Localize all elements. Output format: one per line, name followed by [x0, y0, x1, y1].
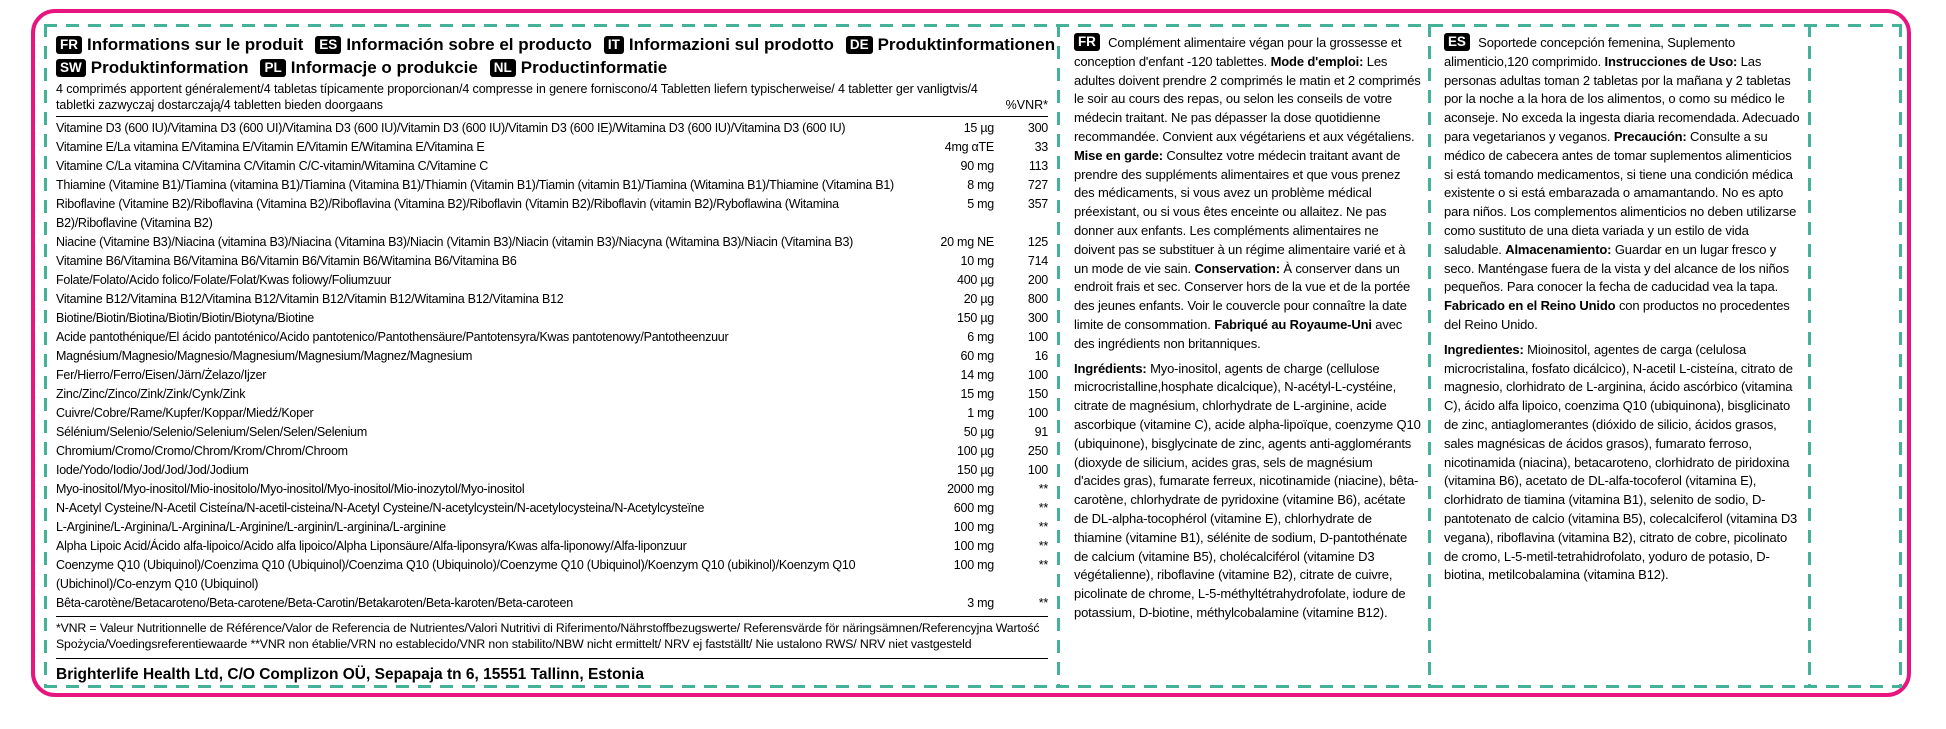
- french-info-column: [1074, 33, 1422, 623]
- nutrient-name: Myo-inositol/Myo-inositol/Mio-inositolo/Myo-inositol/Myo-inositol/Mio-inozytol/Myo-inositol: [56, 482, 525, 496]
- header-title-text: Informacje o produkcie: [290, 58, 478, 77]
- paragraph-text: Conservation:: [1194, 260, 1280, 276]
- language-badge: NL: [490, 59, 516, 77]
- nutrient-amount: 3 mg: [967, 596, 994, 610]
- nutrient-vnr-percent: 100: [1027, 368, 1048, 382]
- nutrient-name: Iode/Yodo/Iodio/Jod/Jod/Jod/Jodium: [56, 463, 249, 477]
- nutrient-vnr-percent: 727: [1027, 178, 1048, 192]
- nutrient-vnr-percent: 714: [1027, 254, 1048, 268]
- nutrient-amount: 50 µg: [963, 425, 994, 439]
- nutrient-amount: 2000 mg: [947, 482, 994, 496]
- nutrient-name: N-Acetyl Cysteine/N-Acetil Cisteína/N-acetil-cisteina/N-Acetyl Cysteine/N-acetylcystein/N-acetylocysteina/N-Acetylcysteïne: [56, 501, 705, 515]
- nutrient-vnr-percent: 33: [1034, 140, 1048, 154]
- nutrient-name: Vitamine D3 (600 IU)/Vitamina D3 (600 UI)/Vitamina D3 (600 IU)/Vitamin D3 (600 IU)/Vitamin D3 (600 IE)/Witamina D3 (600 IU)/Vitamina D3 (600 IU): [56, 121, 846, 135]
- nutrient-name: Riboflavine (Vitamine B2)/Riboflavina (Vitamina B2)/Riboflavina (Vitamina B2)/Riboflavin (Vitamin B2)/Riboflavin (vitamin B2)/Ryboflawina (Witamina B2)/Riboflavine (Vitamina B2): [56, 197, 839, 230]
- nutrient-name: Folate/Folato/Acido folico/Folate/Folat/Kwas foliowy/Foliumzuur: [56, 273, 392, 287]
- nutrient-amount: 8 mg: [967, 178, 994, 192]
- table-row: [56, 480, 1048, 499]
- vnr-column-header: %VNR*: [1005, 98, 1048, 112]
- header-title-text: Informazioni sul prodotto: [628, 35, 834, 54]
- nutrient-amount: 20 µg: [963, 292, 994, 306]
- french-usage-paragraph: [1074, 33, 1422, 354]
- paragraph-text: avec des ingrédients non britanniques.: [1074, 316, 1403, 351]
- language-badge: IT: [604, 36, 624, 54]
- nutrient-amount: 100 µg: [957, 444, 994, 458]
- nutrient-vnr-percent: 300: [1027, 121, 1048, 135]
- header-title-text: Produktinformation: [90, 58, 249, 77]
- nutrient-name: Chromium/Cromo/Cromo/Chrom/Krom/Chrom/Chroom: [56, 444, 348, 458]
- paragraph-text: Soportede concepción femenina, Suplemento alimenticio,120 comprimido.: [1444, 35, 1736, 69]
- nutrient-name: Zinc/Zinc/Zinco/Zink/Zink/Cynk/Zink: [56, 387, 246, 401]
- paragraph-text: Fabriqué au Royaume-Uni: [1214, 316, 1372, 332]
- spanish-info-column: [1444, 33, 1802, 585]
- nutrient-vnr-percent: **: [1038, 482, 1048, 496]
- dashed-border-bottom: [44, 685, 1902, 688]
- nutrient-amount: 1 mg: [967, 406, 994, 420]
- nutrient-amount: 400 µg: [957, 273, 994, 287]
- nutrient-name: Sélénium/Selenio/Selenio/Selenium/Selen/Selen/Selenium: [56, 425, 368, 439]
- table-row: [56, 119, 1048, 138]
- language-badge: FR: [1074, 33, 1100, 51]
- nutrient-name: Niacine (Vitamine B3)/Niacina (vitamina B3)/Niacina (Vitamina B3)/Niacin (Vitamin B3)/Niacin (vitamin B3)/Niacyna (Witamina B3)/Niacin (Vitamina B3): [56, 235, 854, 249]
- table-row: [56, 499, 1048, 518]
- nutrient-vnr-percent: 300: [1027, 311, 1048, 325]
- paragraph-text: Ingrédients:: [1074, 360, 1147, 376]
- nutrient-amount: 20 mg NE: [940, 235, 994, 249]
- nutrient-vnr-percent: 200: [1027, 273, 1048, 287]
- nutrient-vnr-percent: 100: [1027, 330, 1048, 344]
- nutrient-name: Magnésium/Magnesio/Magnesio/Magnesium/Magnesium/Magnez/Magnesium: [56, 349, 473, 363]
- header-title-text: Produktinformationen: [877, 35, 1056, 54]
- spanish-ingredients-paragraph: [1444, 341, 1802, 585]
- nutrient-amount: 60 mg: [960, 349, 994, 363]
- language-badge: SW: [56, 59, 86, 77]
- paragraph-text: Complément alimentaire végan pour la grossesse et conception d'enfant -120 tablettes.: [1074, 35, 1402, 69]
- table-row: [56, 157, 1048, 176]
- paragraph-text: Myo-inositol, agents de charge (cellulose microcristalline,hosphate dicalcique), N-acétyl-L-cystéine, citrate de magnésium, chlorhydrate de L-arginine, acide ascorbique (vitamine C), acide alpha-lipoïque, coenzyme Q10 (ubiquinone), bisglycinate de zinc, agents anti-agglomérants (dioxyde de silicium, acides gras, sels de magnésium d'acides gras), fumarate ferreux, nicotinamide (niacine), bêta-carotène, chlorhydrate de pyridoxine (vitamine B6), acétate de DL-alpha-tocophérol (vitamine E), chlorhydrate de thiamine (vitamine B1), sélénite de sodium, D-pantothénate de calcium (vitamine B5), cholécalciférol (vitamine D3 végétalienne), riboflavine (vitamine B2), citrate de cuivre, picolinate de chrome, L-5-méthyltétrahydrofolate, iodure de potassium, D-biotine, méthylcobalamine (vitamine B12).: [1074, 360, 1421, 620]
- nutrient-amount: 100 mg: [953, 520, 994, 534]
- label-inner-area: [44, 24, 1902, 688]
- nutrient-vnr-percent: 100: [1027, 463, 1048, 477]
- nutrient-name: Fer/Hierro/Ferro/Eisen/Järn/Żelazo/Ijzer: [56, 368, 267, 382]
- nutrient-name: Vitamine B12/Vitamina B12/Vitamina B12/Vitamin B12/Vitamin B12/Witamina B12/Vitamina B12: [56, 292, 564, 306]
- footer-rule: [56, 658, 1048, 659]
- paragraph-text: Fabricado en el Reino Unido: [1444, 298, 1616, 314]
- paragraph-text: Mise en garde:: [1074, 147, 1163, 163]
- column-separator-2: [1428, 24, 1431, 688]
- nutrient-amount: 15 µg: [963, 121, 994, 135]
- serving-intro-text: 4 comprimés apportent généralement/4 tabletas típicamente proporcionan/4 compresse in genere forniscono/4 Tabletten liefern typischerweise/ 4 tabletter ger vanligtvis/4 tabletki zazwyczaj dostarczają/4 tabletten bieden doorgaans: [56, 82, 978, 112]
- table-row: [56, 537, 1048, 556]
- language-badge: PL: [260, 59, 285, 77]
- header-languages-line-1: [56, 33, 1056, 56]
- paragraph-text: Las personas adultas toman 2 tabletas por la mañana y 2 tabletas por la noche a la hora de los alimentos, o como su médico le aconseje. No exceda la ingesta diaria recomendada. Adecuado para vegetarianos y veganos.: [1444, 53, 1800, 144]
- table-row: [56, 290, 1048, 309]
- nutrient-name: Vitamine B6/Vitamina B6/Vitamina B6/Vitamin B6/Vitamin B6/Witamina B6/Vitamina B6: [56, 254, 517, 268]
- nutrient-name: Alpha Lipoic Acid/Ácido alfa-lipoico/Acido alfa lipoico/Alpha Liponsäure/Alfa-liponsyra/Kwas alfa-liponowy/Alfa-liponzuur: [56, 539, 687, 553]
- nutrient-vnr-percent: 150: [1027, 387, 1048, 401]
- paragraph-text: Mode d'emploi:: [1270, 53, 1364, 69]
- nutrient-vnr-percent: 100: [1027, 406, 1048, 420]
- serving-intro-row: [56, 82, 1048, 113]
- table-row: [56, 233, 1048, 252]
- paragraph-text: Les adultes doivent prendre 2 comprimés le matin et 2 comprimés le soir au cours des repas, ou selon les conseils de votre médecin traitant. Ne pas dépasser la dose quotidienne recommandée. Convient aux végétariens et aux végétaliens.: [1074, 53, 1421, 144]
- header-title-text: Informations sur le produit: [87, 35, 304, 54]
- nutrient-amount: 600 mg: [953, 501, 994, 515]
- nutrient-amount: 100 mg: [953, 539, 994, 553]
- vnr-footnote: *VNR = Valeur Nutritionnelle de Référence/Valor de Referencia de Nutrientes/Valori Nutritivi di Riferimento/Nährstoffbezugswerte/ Referensvärde för näringsämnen/Referencyjna Wartość Spożycia/Voedingsreferentiewaarde **VNR non établie/VRN no establecido/VNR non stabilito/NBW nicht ermittelt/ NRV ej fastställt/ Nie ustalono RWS/ NRV niet vastgesteld: [56, 621, 1040, 651]
- nutrient-vnr-percent: **: [1038, 501, 1048, 515]
- nutrient-name: Coenzyme Q10 (Ubiquinol)/Coenzima Q10 (Ubiquinol)/Coenzima Q10 (Ubiquinolo)/Coenzyme Q10 (Ubiquinol)/Koenzym Q10 (ubikinol)/Koenzym Q10 (Ubichinol)/Co-enzym Q10 (Ubiquinol): [56, 558, 856, 591]
- language-badge: DE: [846, 36, 873, 54]
- nutrient-amount: 4mg αTE: [944, 140, 994, 154]
- table-row: [56, 138, 1048, 157]
- nutrient-vnr-percent: 250: [1027, 444, 1048, 458]
- nutrient-vnr-percent: **: [1038, 596, 1048, 610]
- paragraph-text: Instrucciones de Uso:: [1604, 53, 1738, 69]
- header-title-text: Información sobre el producto: [346, 35, 592, 54]
- nutrient-amount: 150 µg: [957, 311, 994, 325]
- spanish-usage-paragraph: [1444, 33, 1802, 335]
- table-row: [56, 461, 1048, 480]
- paragraph-text: Consultez votre médecin traitant avant de prendre des suppléments alimentaires et que vous prenez des médicaments, si vous avez un problème médical préexistant, ou si vous êtes enceinte ou allaitez. Ne pas donner aux enfants. Les compléments alimentaires ne doivent pas se substituer à un régime alimentaire varié et à un mode de vie sain.: [1074, 147, 1406, 276]
- table-row: [56, 556, 1048, 594]
- paragraph-text: con productos no procedentes del Reino Unido.: [1444, 298, 1790, 332]
- nutrient-amount: 5 mg: [967, 197, 994, 211]
- paragraph-text: Consulte a su médico de cabecera antes de tomar suplementos alimenticios si está tomando medicamentos, si tiene una condición médica existente o si está embarazada o amamantando. No es apto para niños. Los complementos alimenticios no deben utilizarse como sustituto de una dieta variada y un estilo de vida saludable.: [1444, 128, 1797, 257]
- nutrient-amount: 150 µg: [957, 463, 994, 477]
- nutrient-vnr-percent: **: [1038, 539, 1048, 553]
- nutrient-name: L-Arginine/L-Arginina/L-Arginina/L-Arginine/L-arginin/L-arginina/L-arginine: [56, 520, 446, 534]
- header-languages-line-2: [56, 56, 1048, 79]
- nutrient-name: Biotine/Biotin/Biotina/Biotin/Biotin/Biotyna/Biotine: [56, 311, 314, 325]
- header-title-text: Productinformatie: [520, 58, 668, 77]
- table-row: [56, 176, 1048, 195]
- table-bottom-rule: [56, 616, 1048, 617]
- nutrient-vnr-percent: 91: [1034, 425, 1048, 439]
- nutrient-amount: 15 mg: [960, 387, 994, 401]
- nutrient-amount: 6 mg: [967, 330, 994, 344]
- nutrient-name: Acide pantothénique/El ácido pantoténico/Acido pantotenico/Pantothensäure/Pantotensyra/Kwas pantotenowy/Pantotheenzuur: [56, 330, 729, 344]
- table-row: [56, 195, 1048, 233]
- nutrient-name: Bêta-carotène/Betacaroteno/Beta-carotene/Beta-Carotin/Betakaroten/Beta-karoten/Beta-caroteen: [56, 596, 573, 610]
- table-row: [56, 423, 1048, 442]
- table-row: [56, 518, 1048, 537]
- column-separator-3: [1808, 24, 1811, 688]
- nutrient-amount: 10 mg: [960, 254, 994, 268]
- paragraph-text: Mioinositol, agentes de carga (celulosa microcristalina, fosfato dicálcico), N-acetil L-cisteína, citrato de magnesio, clorhidrato de L-arginina, ácido ascórbico (vitamina C), ácido alfa lipoico, coenzima Q10 (ubiquinona), bisglicinato de zinc, antiaglomerantes (dióxido de silicio, ácidos grasos, sales magnésicas de ácidos grasos), fumarato ferroso, nicotinamida (niacina), betacaroteno, clorhidrato de piridoxina (vitamina B6), acetato de DL-alfa-tocoferol (vitamina E), clorhidrato de tiamina (vitamina B1), selenito de sodio, D-pantotenato de calcio (vitamina B5), colecalciferol (vitamina D3 vegana), riboflavina (vitamina B2), citrato de cobre, picolinato de cromo, L-5-metil-tetrahidrofolato, yoduro de potasio, D-biotina, metilcobalamina (vitamina B12).: [1444, 341, 1798, 583]
- paragraph-text: À conserver dans un endroit frais et sec. Conserver hors de la vue et de la portée des jeunes enfants. Voir le couvercle pour connaître la date limite de consommation.: [1074, 260, 1411, 332]
- table-row: [56, 366, 1048, 385]
- nutrient-table: [56, 119, 1048, 613]
- table-row: [56, 442, 1048, 461]
- column-separator-1: [1057, 24, 1060, 688]
- paragraph-text: Precaución:: [1613, 128, 1687, 144]
- language-badge: ES: [1444, 33, 1470, 51]
- table-row: [56, 347, 1048, 366]
- nutrient-vnr-percent: **: [1038, 520, 1048, 534]
- nutrient-name: Thiamine (Vitamine B1)/Tiamina (vitamina B1)/Tiamina (Vitamina B1)/Thiamin (Vitamin B1)/Tiamin (vitamin B1)/Tiamina (Witamina B1)/Thiamine (Vitamina B1): [56, 178, 894, 192]
- paragraph-text: Guardar en un lugar fresco y seco. Manténgase fuera de la vista y del alcance de los niños pequeños. Para conocer la fecha de caducidad vea la tapa.: [1444, 241, 1789, 295]
- nutrient-amount: 100 mg: [953, 558, 994, 572]
- company-address: Brighterlife Health Ltd, C/O Complizon OÜ, Sepapaja tn 6, 15551 Tallinn, Estonia: [56, 666, 644, 683]
- table-row: [56, 594, 1048, 613]
- nutrient-vnr-percent: 16: [1034, 349, 1048, 363]
- french-ingredients-paragraph: [1074, 360, 1422, 623]
- table-top-rule: [56, 116, 1048, 117]
- nutrient-name: Cuivre/Cobre/Rame/Kupfer/Koppar/Miedź/Koper: [56, 406, 314, 420]
- nutrient-vnr-percent: 800: [1027, 292, 1048, 306]
- table-row: [56, 404, 1048, 423]
- table-row: [56, 271, 1048, 290]
- paragraph-text: Ingredientes:: [1444, 341, 1524, 357]
- nutrient-amount: 90 mg: [960, 159, 994, 173]
- language-badge: ES: [315, 36, 341, 54]
- nutrient-name: Vitamine E/La vitamina E/Vitamina E/Vitamin E/Vitamin E/Witamina E/Vitamina E: [56, 140, 485, 154]
- nutrient-vnr-percent: 113: [1028, 159, 1048, 173]
- nutrient-name: Vitamine C/La vitamina C/Vitamina C/Vitamin C/C-vitamin/Witamina C/Vitamine C: [56, 159, 489, 173]
- table-row: [56, 385, 1048, 404]
- table-row: [56, 309, 1048, 328]
- nutrient-vnr-percent: 357: [1027, 197, 1048, 211]
- language-badge: FR: [56, 36, 82, 54]
- table-row: [56, 252, 1048, 271]
- table-row: [56, 328, 1048, 347]
- paragraph-text: Almacenamiento:: [1505, 241, 1612, 257]
- nutrient-vnr-percent: 125: [1027, 235, 1048, 249]
- dashed-border-right: [1899, 24, 1902, 688]
- dashed-border-left: [44, 24, 47, 688]
- dashed-border-top: [44, 24, 1902, 27]
- nutrition-facts-column: [56, 33, 1056, 685]
- nutrient-amount: 14 mg: [960, 368, 994, 382]
- nutrient-vnr-percent: **: [1038, 558, 1048, 572]
